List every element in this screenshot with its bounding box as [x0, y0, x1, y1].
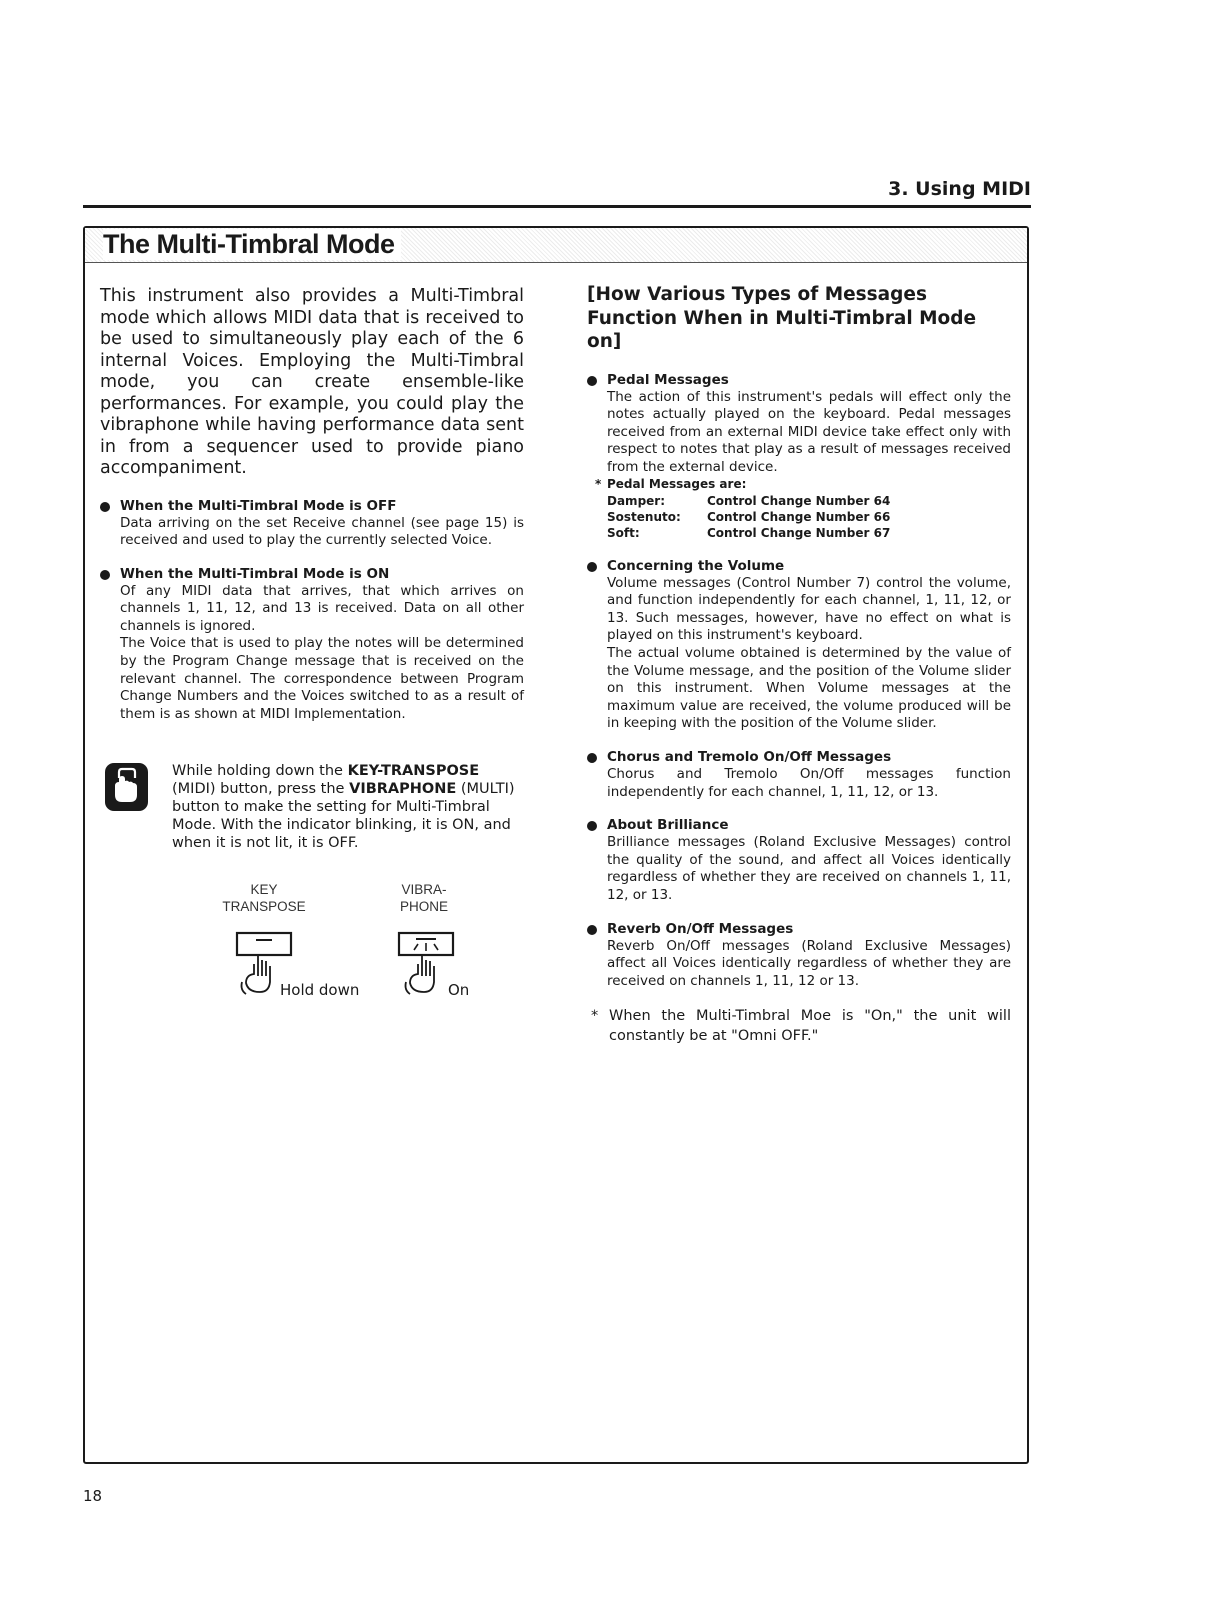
bullet-icon	[587, 562, 597, 572]
vibraphone-label: VIBRAPHONE	[349, 781, 457, 797]
bullet-icon	[587, 925, 597, 935]
on-caption: On	[448, 981, 470, 999]
pedal-title: Pedal Messages	[607, 371, 729, 388]
intro-paragraph: This instrument also provides a Multi-Timbral mode which allows MIDI data that is received to be used to simultaneously play each of the 6 internal Voices. Employing the Multi-Timbral mode, you can create ensemble-like performances. For example, you could play the vibraphone while having performance data sent in from a sequencer used to provide piano accompaniment.	[100, 286, 524, 478]
omni-note	[587, 1006, 1011, 1046]
key-transpose-label: KEY-TRANSPOSE	[347, 763, 480, 779]
key-label-line1: KEY	[250, 882, 278, 897]
pedal-list-title: Pedal Messages are:	[607, 477, 747, 492]
chorus-title: Chorus and Tremolo On/Off Messages	[607, 749, 892, 765]
asterisk-icon: *	[595, 477, 602, 492]
left-column	[100, 286, 524, 739]
frame-title-bar	[85, 228, 1027, 263]
hold-down-caption: Hold down	[280, 981, 360, 999]
bullet-icon	[100, 502, 110, 512]
reverb-section	[587, 921, 1011, 991]
reverb-title: Reverb On/Off Messages	[607, 920, 794, 937]
mode-on-section	[100, 566, 524, 724]
tip-text-1: While holding down the	[172, 763, 348, 779]
vib-label-line2: PHONE	[399, 899, 448, 914]
mode-off-title: When the Multi-Timbral Mode is OFF	[120, 497, 397, 514]
brilliance-body: Brilliance messages (Roland Exclusive Messages) control the quality of the sound, and affect all Voices identically regardless of whether they are received on channels 1, 11, 12, or 13.	[607, 834, 1011, 903]
tip-text	[172, 762, 524, 852]
chorus-body: Chorus and Tremolo On/Off messages function independently for each channel, 1, 11, 12, or 13.	[607, 766, 1011, 800]
pedal-value: Control Change Number 67	[707, 526, 891, 541]
volume-body: Volume messages (Control Number 7) control the volume, and function independently for each channel, 1, 11, 12, or 13. Such messages, however, have no effect on what is played on this instrument's keyboard.	[607, 574, 1011, 644]
volume-body-2: The actual volume obtained is determined by the value of the Volume message, and the position of the Volume slider on this instrument. When Volume messages at the maximum value are received, the volume produced will be in keeping with the position of the Volume slider.	[607, 645, 1011, 732]
chorus-section	[587, 749, 1011, 801]
pedal-value: Control Change Number 66	[707, 510, 891, 525]
pedal-name: Soft:	[607, 526, 640, 541]
pedal-row	[595, 493, 1011, 509]
brilliance-title: About Brilliance	[607, 817, 729, 834]
pedal-section	[587, 372, 1011, 477]
pedal-row	[595, 509, 1011, 525]
reverb-body: Reverb On/Off messages (Roland Exclusive Messages) affect all Voices identically regardless of whether they are received on channels 1, 11, 12 or 13.	[607, 937, 1011, 989]
asterisk-icon: *	[591, 1008, 599, 1025]
mode-off-body: Data arriving on the set Receive channel (see page 15) is received and used to play the currently selected Voice.	[120, 514, 524, 549]
mode-on-title: When the Multi-Timbral Mode is ON	[120, 565, 390, 582]
tip-text-2: (MIDI) button, press the	[172, 781, 350, 797]
vibraphone-button-label	[376, 881, 472, 915]
section-title: The Multi-Timbral Mode	[103, 229, 401, 260]
omni-note-text: When the Multi-Timbral Moe is "On," the unit will constantly be at "Omni OFF."	[609, 1008, 1011, 1045]
pedal-name: Sostenuto:	[607, 510, 681, 525]
volume-section	[587, 558, 1011, 733]
pedal-value: Control Change Number 64	[707, 493, 891, 508]
vib-label-line1: VIBRA-	[401, 882, 447, 897]
pedal-body: The action of this instrument's pedals will effect only the notes actually played on the keyboard. Pedal messages received from an external MIDI device take effect only with respect to notes that play as a result of messages received from the external device.	[607, 388, 1011, 475]
vibraphone-button-icon	[396, 930, 456, 996]
volume-title: Concerning the Volume	[607, 557, 785, 574]
mode-off-section	[100, 498, 524, 550]
bullet-icon	[587, 376, 597, 386]
right-title: [How Various Types of Messages Function When in Multi-Timbral Mode on]	[587, 284, 977, 352]
header-rule	[83, 205, 1031, 208]
mode-on-body-2: The Voice that is used to play the notes will be determined by the Program Change message that is received on the relevant channel. The correspondence between Program Change Numbers and the Voices switched to as a result of them is as shown at MIDI Implementation.	[120, 635, 524, 722]
bullet-icon	[587, 821, 597, 831]
right-column	[587, 283, 1011, 1046]
bullet-icon	[587, 753, 597, 763]
key-transpose-button-label	[212, 881, 316, 915]
hand-press-icon	[104, 762, 149, 812]
brilliance-section	[587, 817, 1011, 904]
pedal-row	[595, 525, 1011, 541]
pedal-list	[595, 476, 1011, 541]
pedal-name: Damper:	[607, 493, 666, 508]
key-label-line2: TRANSPOSE	[222, 899, 306, 914]
page-number: 18	[83, 1487, 103, 1505]
bullet-icon	[100, 570, 110, 580]
mode-on-body: Of any MIDI data that arrives, that which arrives on channels 1, 11, 12, and 13 is received. Data on all other channels is ignored.	[120, 582, 524, 634]
tip-text-3: (MULTI) button to make the setting for Multi-Timbral Mode. With the indicator blinking, it is ON, and when it is not lit, it is OFF.	[172, 781, 515, 851]
chapter-heading: 3. Using MIDI	[888, 178, 1031, 200]
